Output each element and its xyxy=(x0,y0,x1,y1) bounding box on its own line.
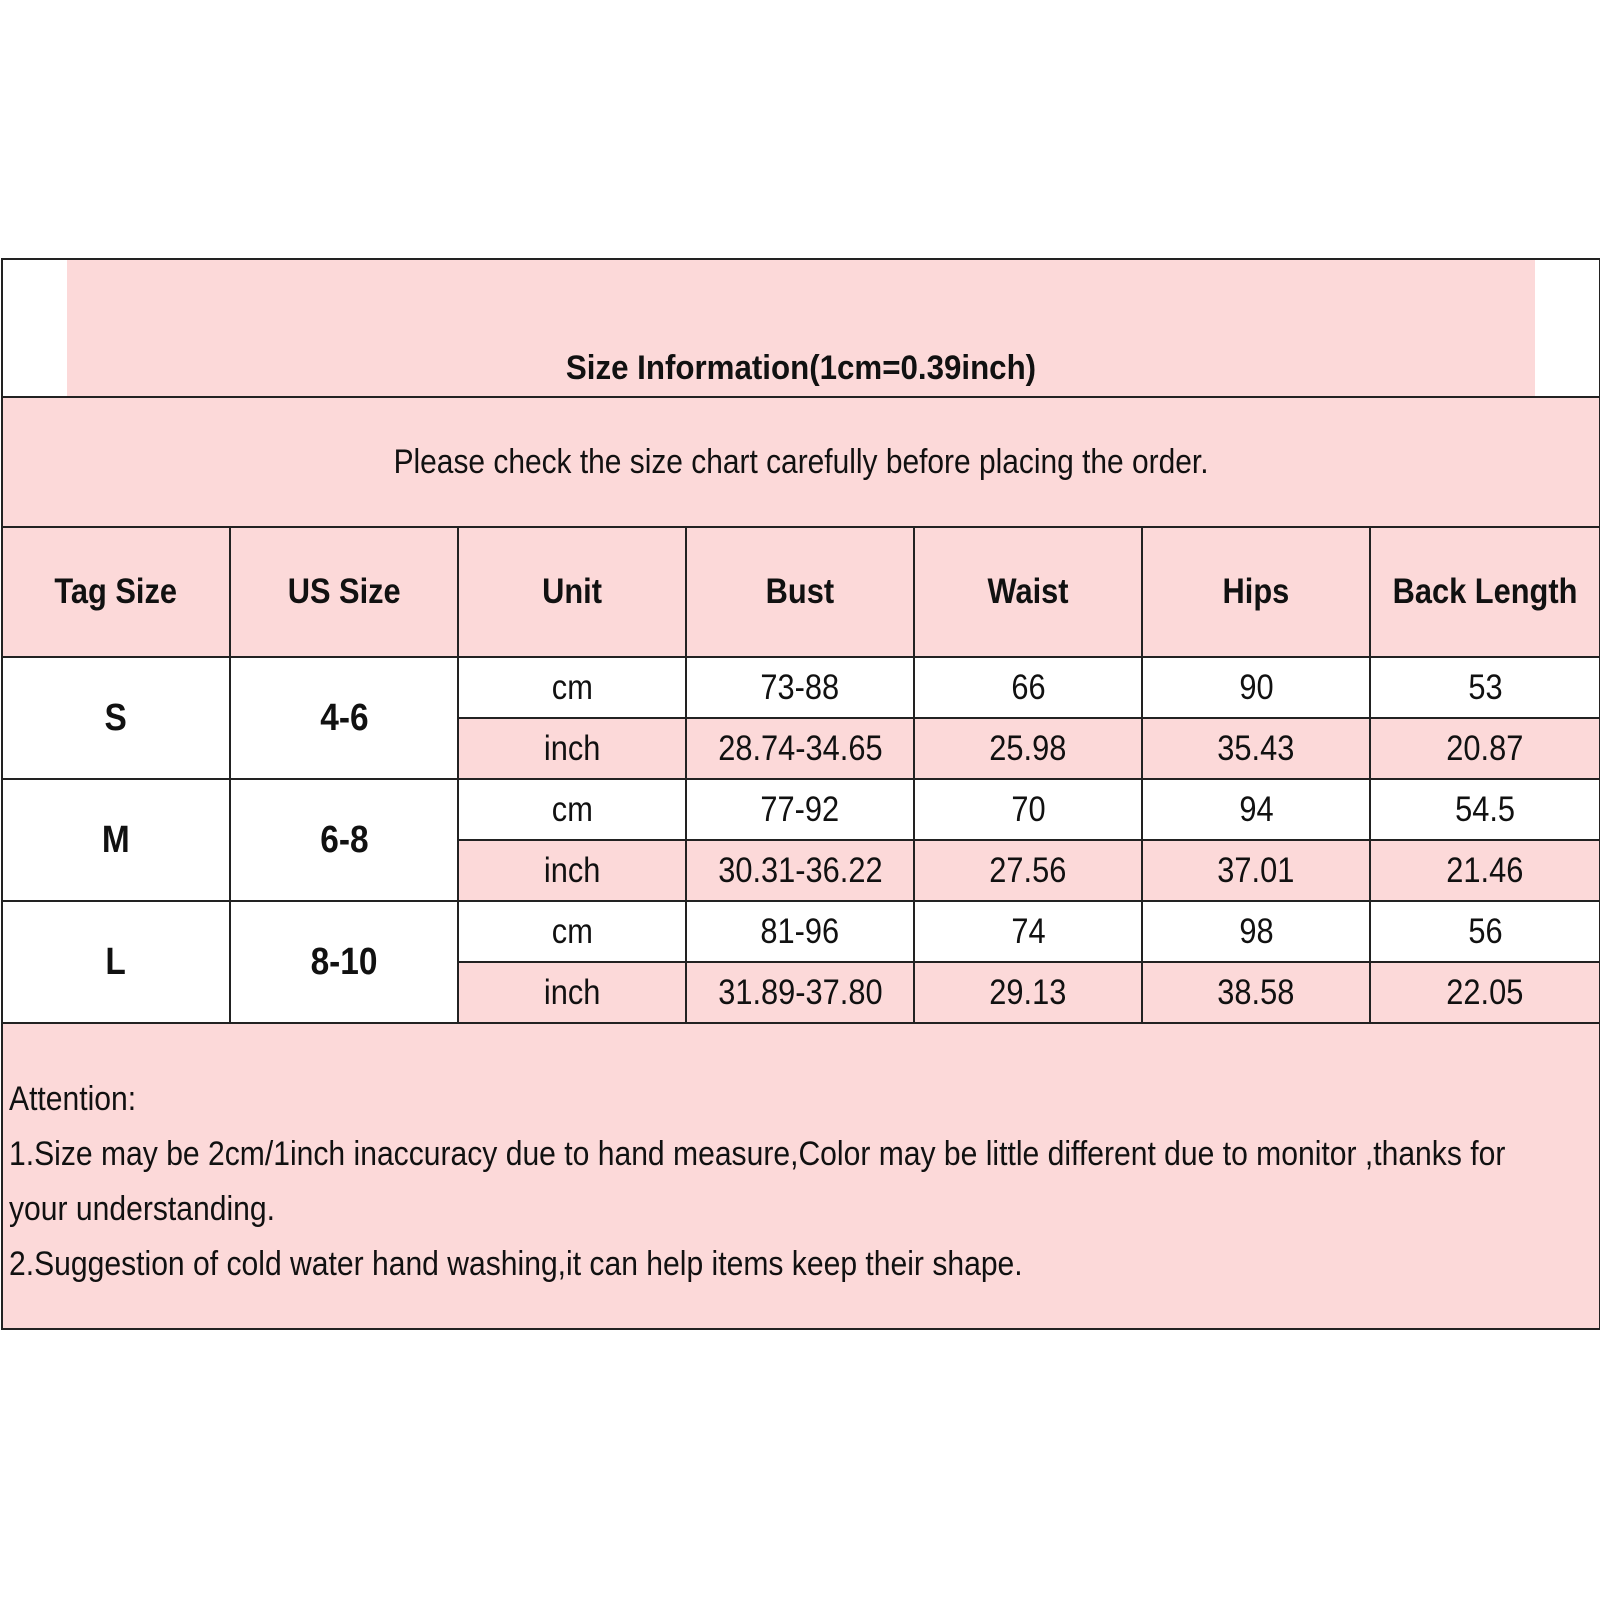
back-length-cell xyxy=(1370,962,1600,1023)
tag-size-m xyxy=(2,779,230,901)
hips-cell xyxy=(1142,718,1370,779)
us-size-value: 4-6 xyxy=(319,696,369,739)
waist-cell xyxy=(914,840,1142,901)
attention-note-1-continued: your understanding. xyxy=(9,1190,275,1228)
tag-size-s xyxy=(2,657,230,779)
unit-cell xyxy=(458,779,686,840)
hips-cell xyxy=(1142,657,1370,718)
bust-cell xyxy=(686,657,914,718)
header-us-size xyxy=(230,527,458,657)
back-length-value: 53 xyxy=(1467,667,1503,707)
hips-value: 90 xyxy=(1238,667,1274,707)
bust-value: 30.31-36.22 xyxy=(717,850,883,890)
table-row xyxy=(2,657,1600,718)
header-hips xyxy=(1142,527,1370,657)
header-us-size-label: US Size xyxy=(287,572,401,611)
hips-value: 37.01 xyxy=(1217,850,1295,890)
waist-value: 27.56 xyxy=(989,850,1067,890)
waist-value: 66 xyxy=(1010,667,1046,707)
back-length-value: 54.5 xyxy=(1455,789,1515,829)
hips-value: 98 xyxy=(1238,911,1274,951)
waist-value: 25.98 xyxy=(989,728,1067,768)
hips-cell xyxy=(1142,901,1370,962)
unit-value: cm xyxy=(551,911,593,951)
back-length-value: 22.05 xyxy=(1446,972,1524,1012)
header-waist-label: Waist xyxy=(987,572,1069,611)
unit-cell xyxy=(458,840,686,901)
waist-value: 29.13 xyxy=(989,972,1067,1012)
bust-value: 81-96 xyxy=(760,911,840,951)
size-chart-table xyxy=(1,258,1600,1330)
unit-cell xyxy=(458,657,686,718)
header-tag-size-label: Tag Size xyxy=(54,572,178,611)
back-length-cell xyxy=(1370,718,1600,779)
tag-size-l xyxy=(2,901,230,1023)
header-row xyxy=(2,527,1600,657)
hips-cell xyxy=(1142,840,1370,901)
size-notice xyxy=(2,397,1600,527)
unit-value: cm xyxy=(551,667,593,707)
tag-size-value: S xyxy=(104,696,128,739)
bust-cell xyxy=(686,840,914,901)
attention-note-2: 2.Suggestion of cold water hand washing,it can help items keep their shape. xyxy=(9,1245,1023,1283)
bust-value: 31.89-37.80 xyxy=(717,972,883,1012)
unit-value: inch xyxy=(543,850,601,890)
back-length-value: 20.87 xyxy=(1446,728,1524,768)
bust-cell xyxy=(686,962,914,1023)
back-length-value: 21.46 xyxy=(1446,850,1524,890)
waist-cell xyxy=(914,718,1142,779)
hips-cell xyxy=(1142,779,1370,840)
size-notice-text: Please check the size chart carefully before placing the order. xyxy=(393,442,1209,481)
unit-value: inch xyxy=(543,728,601,768)
header-back-length-label: Back Length xyxy=(1392,572,1578,611)
unit-cell xyxy=(458,962,686,1023)
bust-cell xyxy=(686,718,914,779)
waist-cell xyxy=(914,962,1142,1023)
us-size-s xyxy=(230,657,458,779)
table-row xyxy=(2,779,1600,840)
back-length-cell xyxy=(1370,840,1600,901)
hips-value: 35.43 xyxy=(1217,728,1295,768)
header-tag-size xyxy=(2,527,230,657)
unit-cell xyxy=(458,718,686,779)
waist-value: 70 xyxy=(1010,789,1046,829)
unit-cell xyxy=(458,901,686,962)
attention-notes xyxy=(2,1023,1600,1329)
bust-value: 77-92 xyxy=(760,789,840,829)
hips-value: 94 xyxy=(1238,789,1274,829)
header-bust xyxy=(686,527,914,657)
hips-cell xyxy=(1142,962,1370,1023)
header-waist xyxy=(914,527,1142,657)
hips-value: 38.58 xyxy=(1217,972,1295,1012)
unit-value: inch xyxy=(543,972,601,1012)
waist-cell xyxy=(914,901,1142,962)
back-length-value: 56 xyxy=(1467,911,1503,951)
us-size-value: 8-10 xyxy=(310,940,378,983)
header-unit xyxy=(458,527,686,657)
header-back-length xyxy=(1370,527,1600,657)
attention-note-1: 1.Size may be 2cm/1inch inaccuracy due to hand measure,Color may be little different due to monitor ,thanks for xyxy=(9,1135,1506,1173)
tag-size-value: M xyxy=(102,818,130,861)
tag-size-value: L xyxy=(105,940,127,983)
waist-value: 74 xyxy=(1010,911,1046,951)
bust-value: 28.74-34.65 xyxy=(717,728,883,768)
us-size-l xyxy=(230,901,458,1023)
attention-heading: Attention: xyxy=(9,1080,137,1118)
back-length-cell xyxy=(1370,779,1600,840)
header-hips-label: Hips xyxy=(1222,572,1290,611)
us-size-value: 6-8 xyxy=(319,818,369,861)
back-length-cell xyxy=(1370,657,1600,718)
us-size-m xyxy=(230,779,458,901)
bust-cell xyxy=(686,901,914,962)
size-info-title xyxy=(66,259,1536,397)
table-row xyxy=(2,901,1600,962)
unit-value: cm xyxy=(551,789,593,829)
size-info-title-text: Size Information(1cm=0.39inch) xyxy=(565,349,1037,387)
header-unit-label: Unit xyxy=(542,572,602,611)
header-bust-label: Bust xyxy=(765,572,835,611)
waist-cell xyxy=(914,779,1142,840)
back-length-cell xyxy=(1370,901,1600,962)
bust-cell xyxy=(686,779,914,840)
waist-cell xyxy=(914,657,1142,718)
bust-value: 73-88 xyxy=(760,667,840,707)
